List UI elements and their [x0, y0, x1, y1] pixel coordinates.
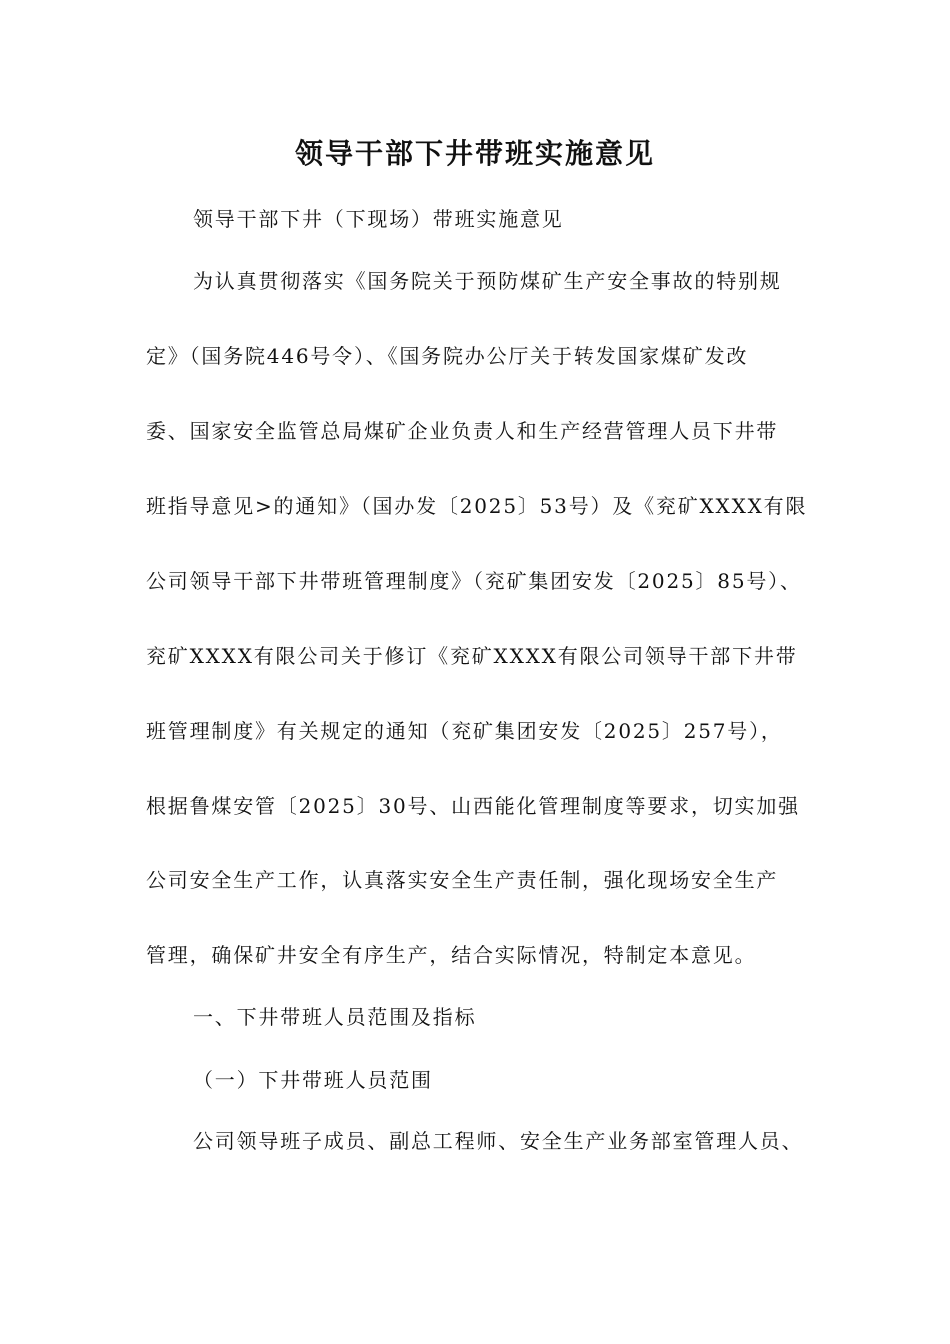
intro-line-5: 公司领导干部下井带班管理制度》（兖矿集团安发〔2025〕85号）、 — [146, 569, 802, 593]
intro-line-10: 管理，确保矿井安全有序生产，结合实际情况，特制定本意见。 — [146, 943, 757, 967]
intro-line-3: 委、国家安全监管总局煤矿企业负责人和生产经营管理人员下井带 — [146, 419, 779, 443]
subsection-1-heading: （一）下井带班人员范围 — [193, 1068, 433, 1092]
section-1-heading: 一、下井带班人员范围及指标 — [193, 1005, 477, 1029]
intro-line-9: 公司安全生产工作，认真落实安全生产责任制，强化现场安全生产 — [146, 868, 779, 892]
intro-line-8: 根据鲁煤安管〔2025〕30号、山西能化管理制度等要求，切实加强 — [146, 794, 800, 818]
intro-line-2: 定》（国务院446号令）、《国务院办公厅关于转发国家煤矿发改 — [146, 344, 749, 368]
intro-line-4: 班指导意见>的通知》（国办发〔2025〕53号）及《兖矿XXXX有限 — [146, 494, 808, 518]
subsection-1-text: 公司领导班子成员、副总工程师、安全生产业务部室管理人员、 — [193, 1129, 804, 1153]
intro-line-6: 兖矿XXXX有限公司关于修订《兖矿XXXX有限公司领导干部下井带 — [146, 644, 798, 668]
document-subtitle: 领导干部下井（下现场）带班实施意见 — [193, 207, 564, 231]
intro-line-1: 为认真贯彻落实《国务院关于预防煤矿生产安全事故的特别规 — [193, 269, 782, 293]
intro-line-7: 班管理制度》有关规定的通知（兖矿集团安发〔2025〕257号）， — [146, 719, 783, 743]
document-title: 领导干部下井带班实施意见 — [294, 137, 655, 170]
